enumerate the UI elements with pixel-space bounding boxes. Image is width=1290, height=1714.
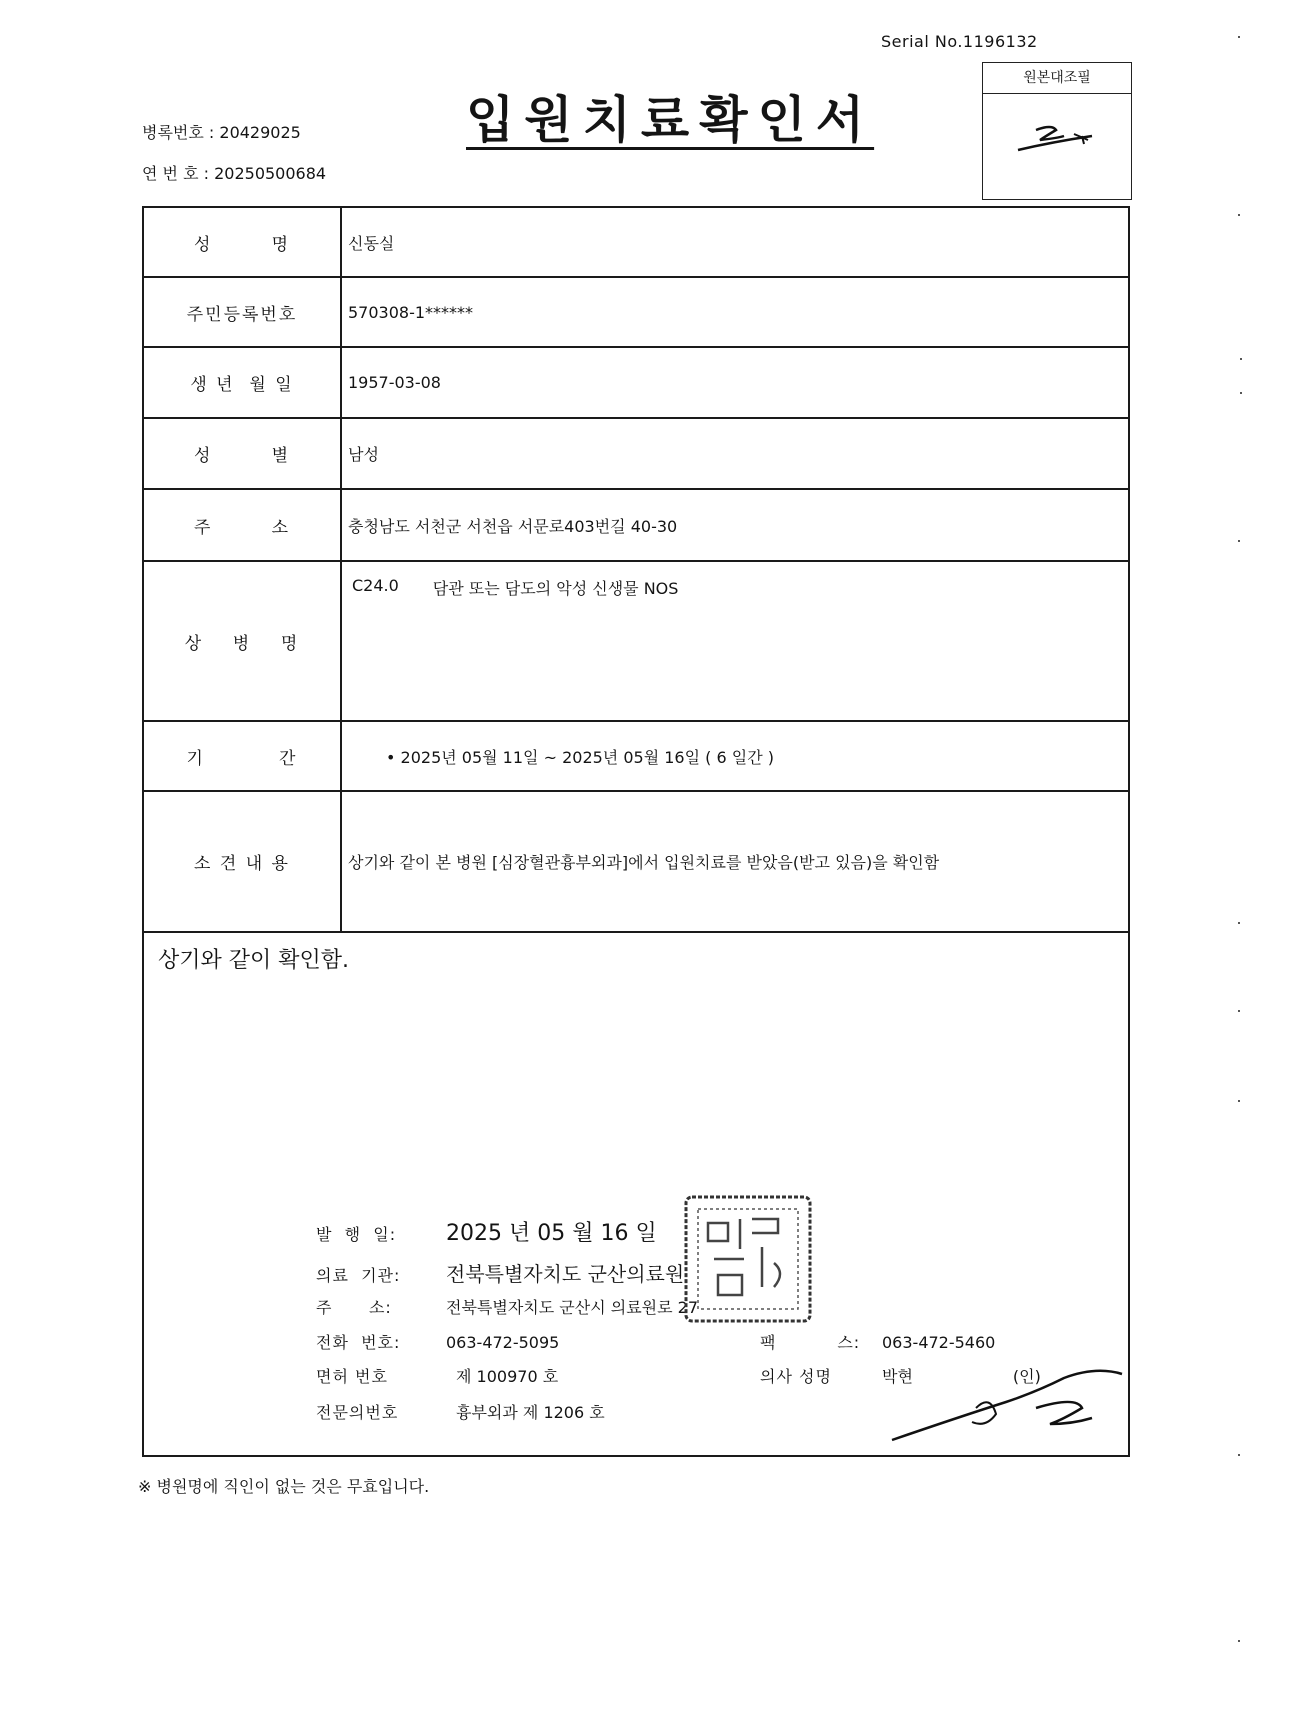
row-address: [144, 490, 1128, 562]
row-opinion: [144, 792, 1128, 933]
value-address: 충청남도 서천군 서천읍 서문로403번길 40-30: [348, 516, 678, 536]
verification-signature-icon: [1012, 114, 1102, 160]
row-birth-date: [144, 348, 1128, 419]
label-address: 주 소: [144, 490, 342, 560]
footnote: ※ 병원명에 직인이 없는 것은 무효입니다.: [138, 1477, 430, 1496]
hospital-address-line: [316, 1295, 698, 1318]
issue-date-line: [316, 1216, 657, 1247]
issuance-section: [144, 933, 1128, 1455]
original-verified-label: 원본대조필: [983, 63, 1131, 94]
scan-speck: [1240, 358, 1242, 360]
fax-label: 팩 스:: [760, 1333, 861, 1352]
doctor-name: 박현: [882, 1367, 913, 1386]
confirmation-table: [142, 206, 1130, 1457]
institution-value: 전북특별자치도 군산의료원: [446, 1262, 685, 1286]
value-diagnosis: [342, 562, 1128, 720]
row-name: [144, 208, 1128, 278]
row-sex: [144, 419, 1128, 490]
fax-value: 063-472-5460: [882, 1333, 996, 1352]
license-label: 면허 번호: [316, 1367, 388, 1386]
value-resident-number: 570308-1******: [348, 302, 474, 322]
value-period: • 2025년 05월 11일 ~ 2025년 05월 16일 ( 6 일간 ): [386, 747, 774, 767]
specialist-label: 전문의번호: [316, 1403, 399, 1422]
hospital-address-value: 전북특별자치도 군산시 의료원로 27: [446, 1298, 699, 1317]
diagnosis-code: C24.0: [352, 576, 399, 595]
institution-label: 의료 기관:: [316, 1266, 401, 1285]
label-resident-number: 주민등록번호: [144, 278, 342, 346]
fax-line: [760, 1330, 995, 1353]
scan-speck: [1238, 1454, 1240, 1456]
scan-speck: [1238, 36, 1240, 38]
scan-speck: [1238, 1010, 1240, 1012]
value-opinion: 상기와 같이 본 병원 [심장혈관흉부외과]에서 입원치료를 받았음(받고 있음)을 확인함: [348, 853, 940, 872]
scan-speck: [1238, 540, 1240, 542]
doctor-label: 의사 성명: [760, 1367, 832, 1386]
label-birth-date: 생 년 월 일: [144, 348, 342, 417]
document-title: 입원치료확인서: [466, 91, 875, 149]
phone-label: 전화 번호:: [316, 1333, 401, 1352]
specialist-line: [316, 1400, 605, 1423]
doctor-signature-icon: [886, 1358, 1126, 1448]
official-seal-icon: [678, 1189, 818, 1329]
license-value: 제 100970 호: [456, 1367, 559, 1386]
value-birth-date: 1957-03-08: [348, 373, 441, 392]
row-resident-number: [144, 278, 1128, 348]
sequence-number: 연 번 호 : 20250500684: [142, 164, 327, 183]
seal-mark: (인): [1012, 1367, 1041, 1386]
institution-line: [316, 1258, 684, 1287]
row-diagnosis: [144, 562, 1128, 722]
value-name: 신동실: [348, 233, 395, 253]
label-sex: 성 별: [144, 419, 342, 488]
scan-speck: [1238, 214, 1240, 216]
original-verified-box: [982, 62, 1132, 200]
issue-date-label: 발 행 일:: [316, 1225, 397, 1244]
scan-speck: [1238, 1640, 1240, 1642]
issue-date-value: 2025 년 05 월 16 일: [446, 1221, 657, 1246]
row-period: [144, 722, 1128, 792]
specialist-value: 흉부외과 제 1206 호: [456, 1403, 605, 1422]
hospital-address-label: 주 소:: [316, 1298, 392, 1317]
scan-speck: [1240, 392, 1242, 394]
phone-value: 063-472-5095: [446, 1333, 560, 1352]
value-sex: 남성: [348, 445, 379, 464]
confirm-statement: 상기와 같이 확인함.: [158, 948, 349, 973]
label-name: 성 명: [144, 208, 342, 276]
serial-number: Serial No.1196132: [881, 32, 1038, 51]
label-diagnosis: 상 병 명: [144, 562, 342, 720]
phone-line: [316, 1330, 559, 1353]
diagnosis-name: 담관 또는 담도의 악성 신생물 NOS: [432, 579, 679, 598]
license-line: [316, 1364, 558, 1387]
label-period: 기 간: [144, 722, 342, 790]
scan-speck: [1238, 1100, 1240, 1102]
chart-number: 병록번호 : 20429025: [142, 123, 301, 142]
label-opinion: 소 견 내 용: [144, 792, 342, 931]
scan-speck: [1238, 922, 1240, 924]
